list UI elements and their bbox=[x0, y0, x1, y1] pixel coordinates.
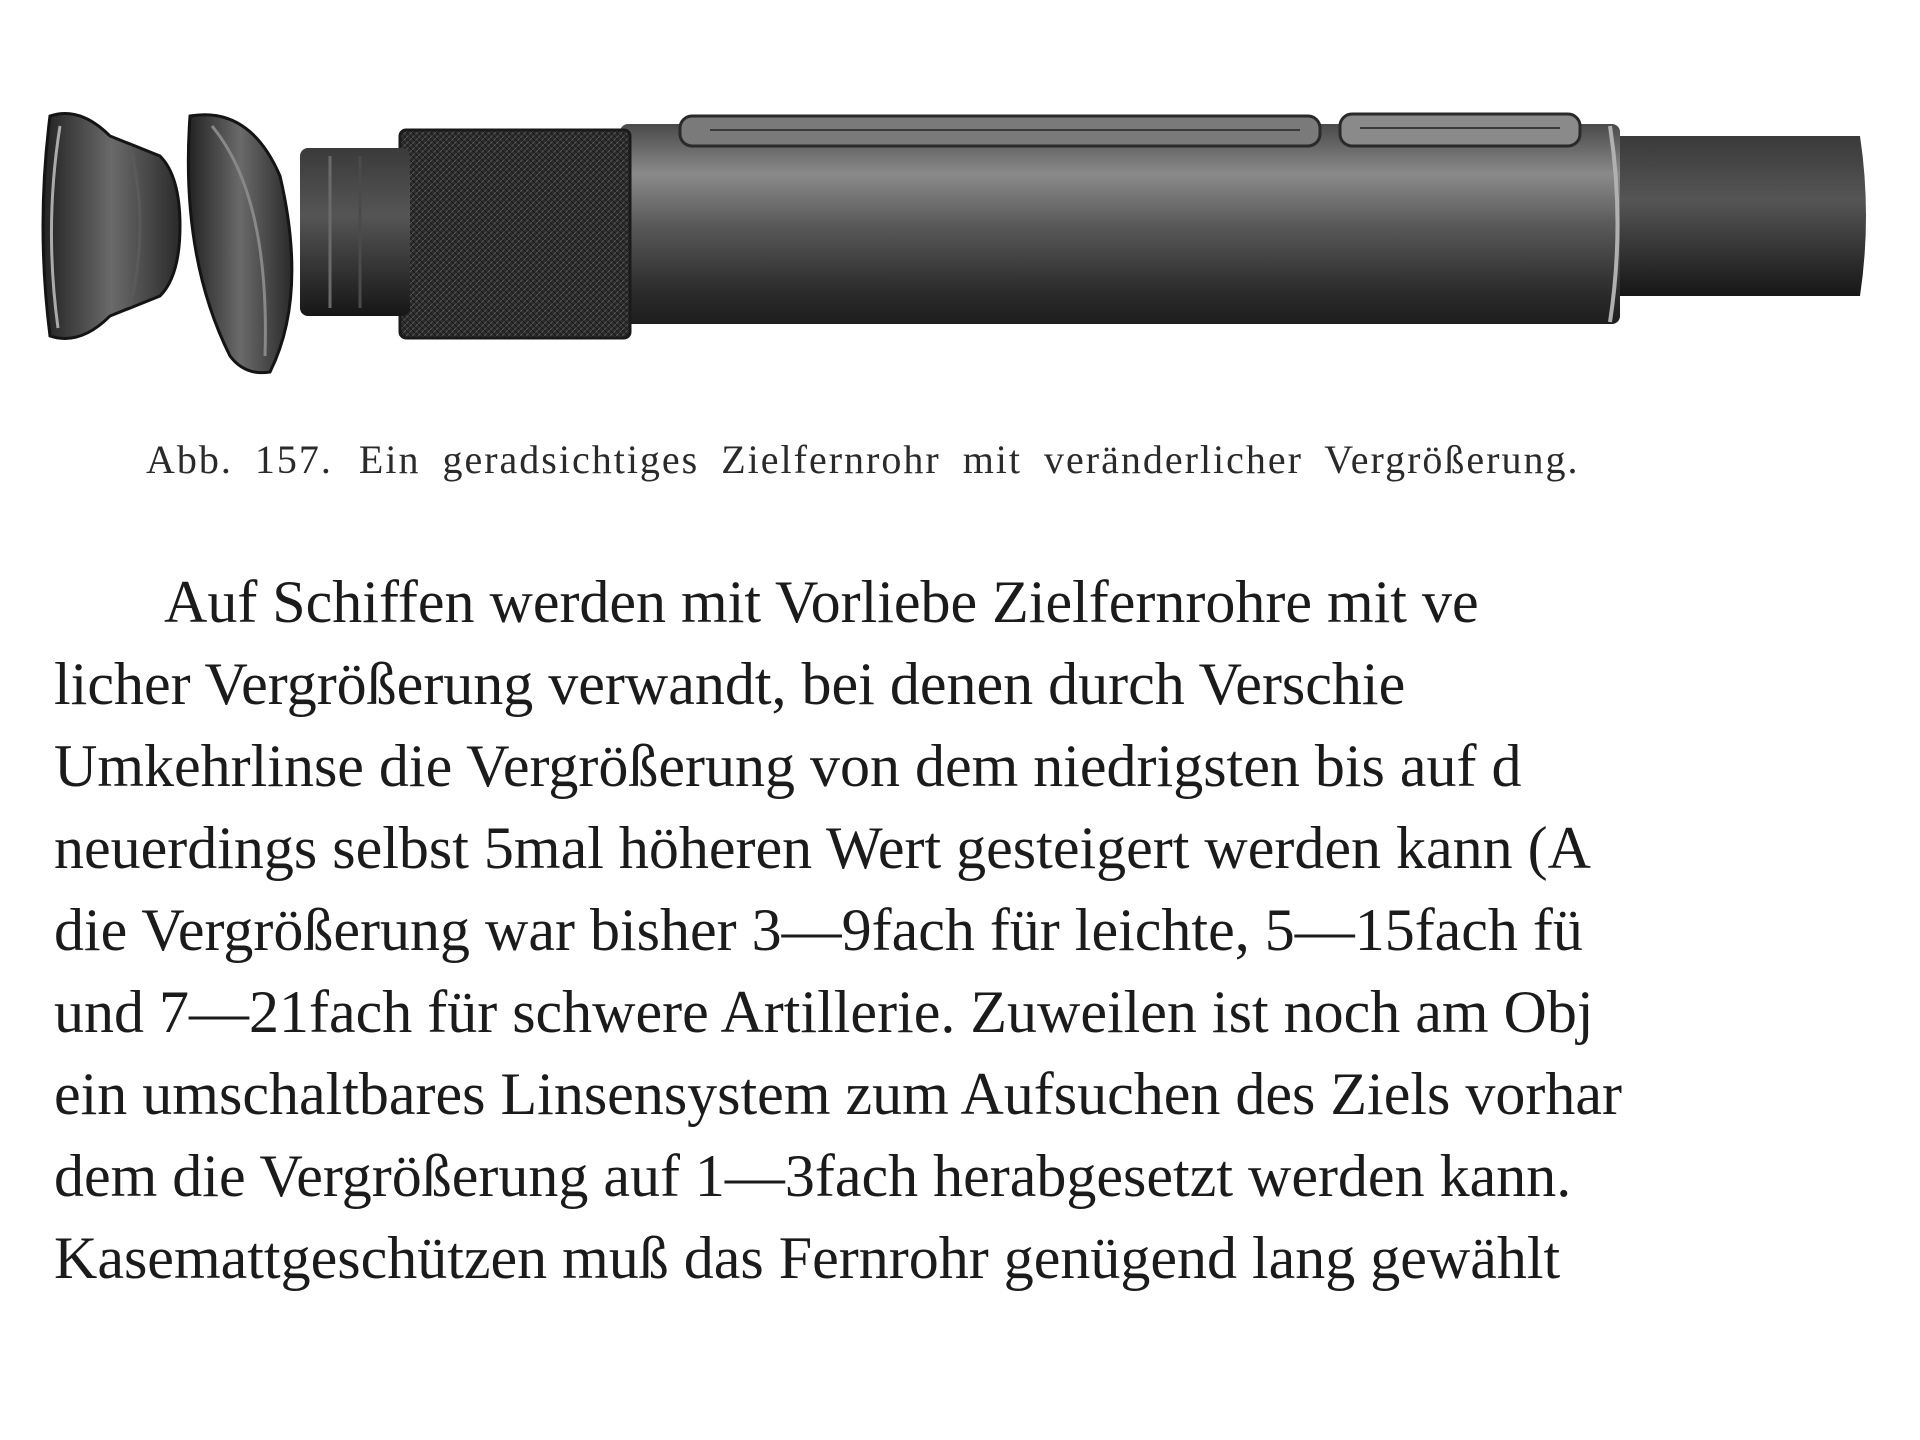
text-line: ein umschaltbares Linsensystem zum Aufsuchen des Ziels vorhar bbox=[54, 1061, 1622, 1127]
knurled-ring bbox=[400, 130, 630, 338]
text-line: Auf Schiffen werden mit Vorliebe Zielfernrohre mit ve bbox=[164, 569, 1479, 635]
text-line: und 7—21fach für schwere Artillerie. Zuweilen ist noch am Obj bbox=[54, 979, 1594, 1045]
body-paragraph bbox=[54, 566, 1920, 1326]
adjustment-disc bbox=[188, 115, 292, 373]
text-line: Kasemattgeschützen muß das Fernrohr genügend lang gewählt bbox=[54, 1225, 1561, 1291]
text-line: die Vergrößerung war bisher 3—9fach für leichte, 5—15fach fü bbox=[54, 897, 1583, 963]
caption-label: Abb. 157. bbox=[146, 437, 333, 482]
text-line: Umkehrlinse die Vergrößerung von dem niedrigsten bis auf d bbox=[54, 733, 1522, 799]
text-line: dem die Vergrößerung auf 1—3fach herabgesetzt werden kann. bbox=[54, 1143, 1572, 1209]
figure-caption bbox=[146, 436, 1579, 483]
telescope-icon bbox=[40, 96, 1880, 396]
text-line: licher Vergrößerung verwandt, bei denen durch Verschie bbox=[54, 651, 1406, 717]
text-line: neuerdings selbst 5mal höheren Wert gesteigert werden kann (A bbox=[54, 815, 1591, 881]
figure-telescope bbox=[40, 96, 1880, 396]
caption-text: Ein geradsichtiges Zielfernrohr mit veränderlicher Vergrößerung. bbox=[358, 437, 1580, 482]
main-tube bbox=[620, 124, 1620, 324]
objective-tube bbox=[1600, 136, 1866, 296]
eyecup bbox=[43, 114, 180, 339]
